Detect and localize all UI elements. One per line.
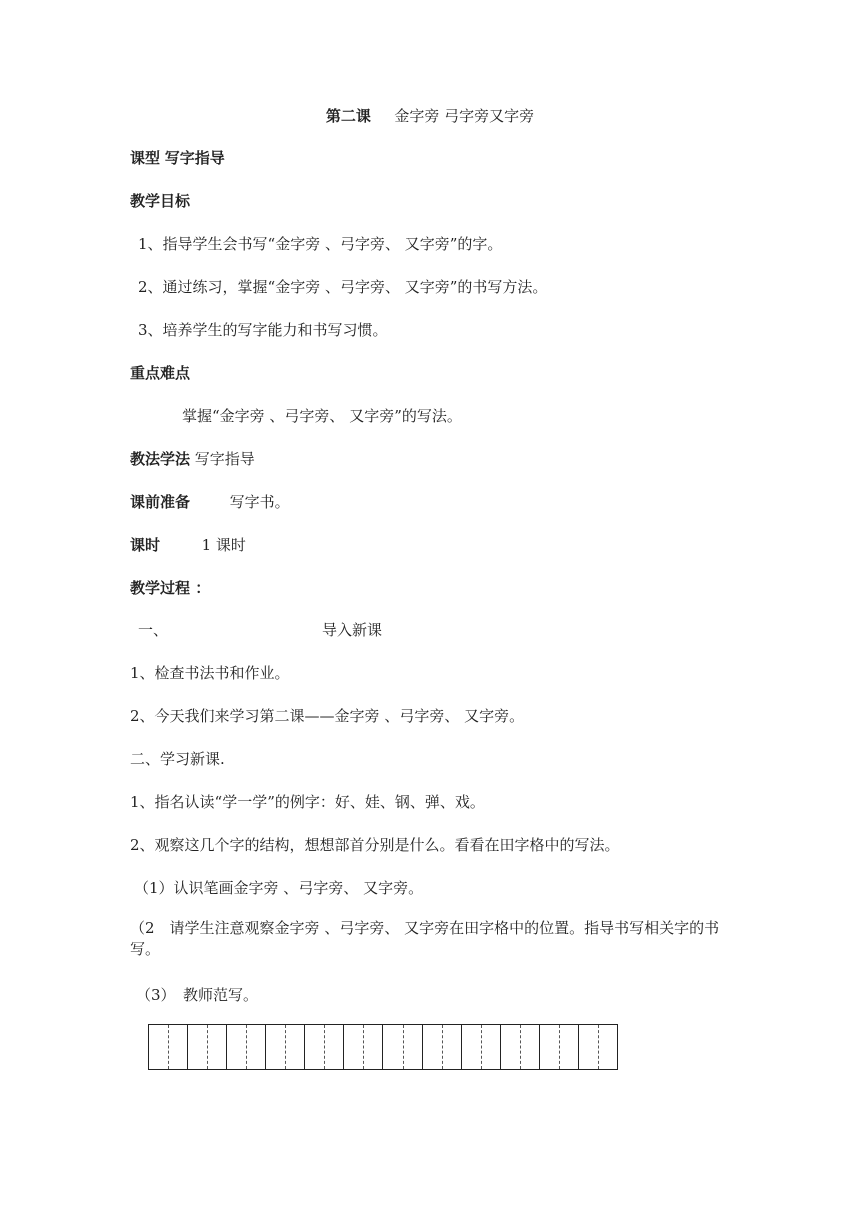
periods-label: 课时: [130, 536, 161, 554]
tianzige-grid: [148, 1024, 618, 1070]
process-line-8: （3） 教师范写。: [136, 986, 259, 1004]
goal-item-3: 3、培养学生的写字能力和书写习惯。: [138, 321, 388, 339]
key-points-heading: 重点难点: [130, 364, 191, 382]
key-points-text: 掌握“金字旁 、弓字旁、 又字旁”的写法。: [182, 407, 462, 425]
process-line-3: 二、学习新课.: [130, 750, 225, 768]
process-line-7: （2 请学生注意观察金字旁 、弓字旁、 又字旁在田字格中的位置。指导书写相关字的书写。: [130, 919, 720, 958]
periods-row: [130, 535, 246, 555]
page-title: [0, 106, 860, 126]
goal-item-1: 1、指导学生会书写“金字旁 、弓字旁、 又字旁”的字。: [138, 235, 503, 253]
process-line-4: 1、指名认读“学一学”的例字：好、娃、钢、弹、戏。: [130, 793, 485, 811]
lesson-type-label: 课型: [130, 149, 161, 167]
grid-cell: [344, 1025, 383, 1069]
title-lesson-number: 第二课: [325, 107, 371, 125]
title-lesson-name: 金字旁 弓字旁又字旁: [394, 107, 535, 125]
process-heading: 教学过程 ：: [130, 579, 211, 597]
grid-cell: [579, 1025, 617, 1069]
preparation-value: 写字书。: [229, 493, 290, 511]
goals-heading: 教学目标: [130, 192, 191, 210]
grid-cell: [501, 1025, 540, 1069]
method-value: 写字指导: [194, 450, 255, 468]
grid-cell: [462, 1025, 501, 1069]
grid-cell: [423, 1025, 462, 1069]
lesson-type-value: 写字指导: [164, 149, 225, 167]
lesson-type-row: [130, 148, 225, 168]
periods-value: 1 课时: [201, 536, 246, 554]
grid-cell: [149, 1025, 188, 1069]
preparation-row: [130, 492, 290, 512]
grid-cell: [227, 1025, 266, 1069]
grid-cell: [188, 1025, 227, 1069]
method-row: [130, 449, 255, 469]
grid-cell: [305, 1025, 344, 1069]
preparation-label: 课前准备: [130, 493, 191, 511]
grid-cell: [540, 1025, 579, 1069]
process-line-1: 1、检查书法书和作业。: [130, 664, 290, 682]
grid-cell: [383, 1025, 422, 1069]
process-line-6: （1）认识笔画金字旁 、弓字旁、 又字旁。: [134, 879, 424, 897]
goal-item-2: 2、通过练习，掌握“金字旁 、弓字旁、 又字旁”的书写方法。: [138, 278, 548, 296]
process-line-2: 2、今天我们来学习第二课——金字旁 、弓字旁、 又字旁。: [130, 707, 525, 725]
grid-cell: [266, 1025, 305, 1069]
section-1-title: 导入新课: [322, 621, 383, 639]
section-1-number: 一、: [138, 621, 169, 639]
method-label: 教法学法: [130, 450, 191, 468]
process-line-5: 2、观察这几个字的结构，想想部首分别是什么。看看在田字格中的写法。: [130, 836, 620, 854]
